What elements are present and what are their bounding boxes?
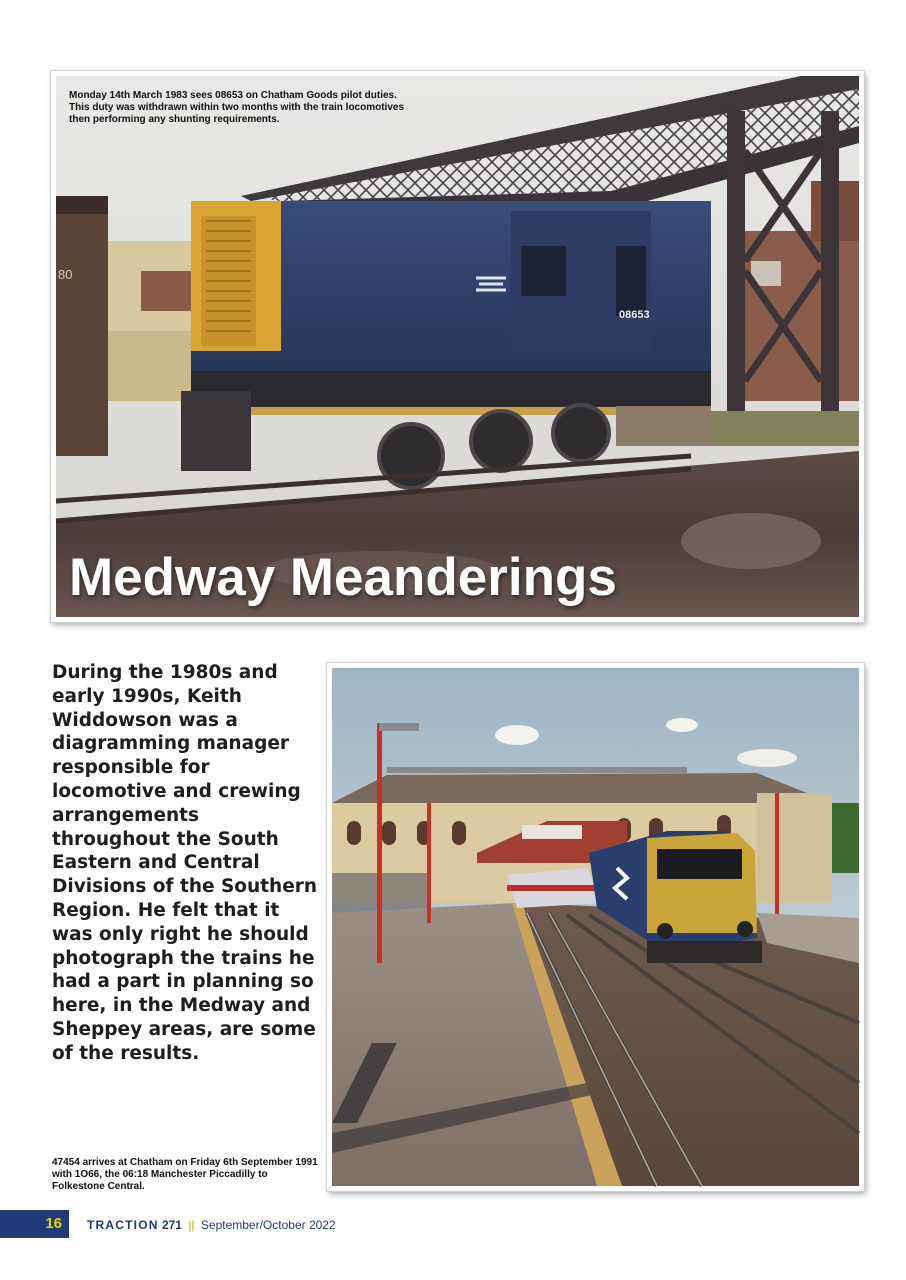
top-photo-caption: Monday 14th March 1983 sees 08653 on Chatham Goods pilot duties. This duty was withdrawn within two months with the train locomotives then performing any shunting requirements.: [69, 90, 405, 125]
top-photo: [51, 71, 864, 622]
footer-separator: ||: [188, 1218, 195, 1232]
footer-publication-line: [87, 1217, 336, 1233]
bottom-photo: [327, 663, 864, 1191]
intro-paragraph: During the 1980s and early 1990s, Keith Widdowson was a diagramming manager responsible for locomotive and crewing arrangements throughout the South Eastern and Central Divisions of the Southern Region. He felt that it was only right he should photograph the trains he had a part in planning so here, in the Medway and Sheppey areas, are some of the results.: [52, 662, 318, 1064]
article-headline: Medway Meanderings: [69, 548, 617, 607]
magazine-name: TRACTION: [87, 1218, 159, 1232]
svg-text:80: 80: [58, 267, 73, 282]
bottom-photo-caption: 47454 arrives at Chatham on Friday 6th September 1991 with 1O66, the 06:18 Manchester Piccadilly to Folkestone Central.: [52, 1157, 318, 1192]
shunter-locomotive-photo: [51, 71, 864, 622]
issue-number: 271: [161, 1218, 182, 1232]
issue-date: September/October 2022: [200, 1218, 336, 1232]
svg-text:08653: 08653: [619, 309, 650, 321]
page-number: 16: [0, 1210, 69, 1238]
station-locomotive-photo: [327, 663, 864, 1191]
